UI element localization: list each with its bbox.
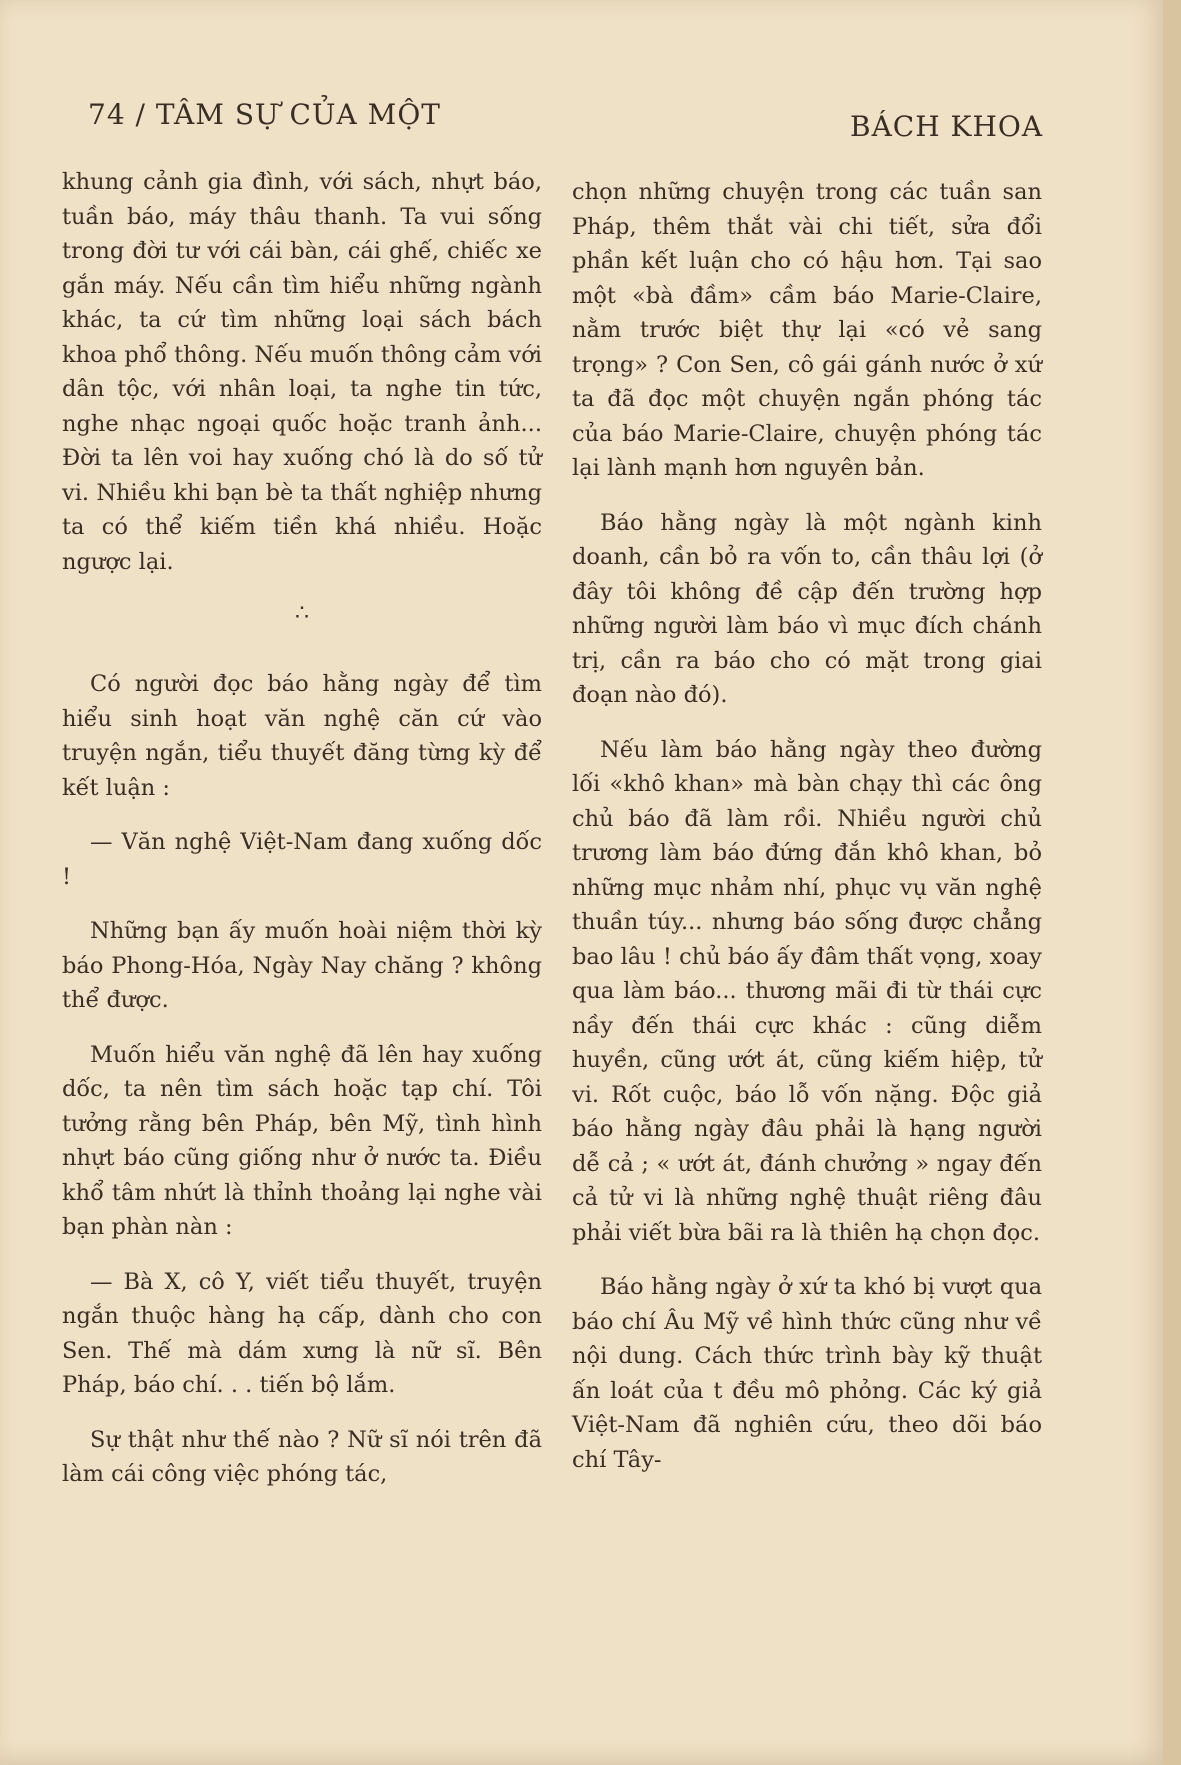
section-separator: ∴: [295, 601, 309, 626]
right-paragraph-3: Nếu làm báo hằng ngày theo đường lối «khô khan» mà bàn chạy thì các ông chủ báo đã làm rồi. Nhiều người chủ trương làm báo đứng đắn khô khan, bỏ những mục nhảm nhí, phục vụ văn nghệ thuần túy... nhưng báo sống được chẳng bao lâu ! chủ báo ấy đâm thất vọng, xoay qua làm báo... thương mãi đi từ thái cực nầy đến thái cực khác : cũng diễm huyền, cũng ướt át, cũng kiếm hiệp, tử vi. Rốt cuộc, báo lỗ vốn nặng. Độc giả báo hằng ngày đâu phải là hạng người dễ cả ; « ướt át, đánh chưởng » ngay đến cả tử vi là những nghệ thuật riêng đâu phải viết bừa bãi ra là thiên hạ chọn đọc.: [572, 736, 1042, 1246]
left-paragraph-7: Sự thật như thế nào ? Nữ sĩ nói trên đã làm cái công việc phóng tác,: [62, 1426, 542, 1487]
page-number: 74: [88, 98, 126, 131]
page-edge: [1163, 0, 1181, 1765]
right-paragraph-2: Báo hằng ngày là một ngành kinh doanh, cần bỏ ra vốn to, cần thâu lợi (ở đây tôi không đề cập đến trường hợp những người làm báo vì mục đích chánh trị, cần ra báo cho có mặt trong giai đoạn nào đó).: [572, 509, 1042, 708]
running-header-right: [850, 110, 1043, 143]
left-paragraph-1: khung cảnh gia đình, với sách, nhựt báo, tuần báo, máy thâu thanh. Ta vui sống trong đời tư với cái bàn, cái ghế, chiếc xe gắn máy. Nếu cần tìm hiểu những ngành khác, ta cứ tìm những loại sách bách khoa phổ thông. Nếu muốn thông cảm với dân tộc, với nhân loại, ta nghe tin tức, nghe nhạc ngoại quốc hoặc tranh ảnh... Đời ta lên voi hay xuống chó là do số tử vi. Nhiều khi bạn bè ta thất nghiệp nhưng ta có thể kiếm tiền khá nhiều. Hoặc ngược lại.: [62, 169, 542, 575]
running-header-left: [88, 98, 441, 131]
header-separator: /: [135, 98, 146, 131]
right-column: [572, 175, 1042, 1497]
left-paragraph-3: — Văn nghệ Việt-Nam đang xuống dốc !: [62, 829, 542, 890]
left-column: [62, 165, 542, 1512]
right-paragraph-1: chọn những chuyện trong các tuần san Pháp, thêm thắt vài chi tiết, sửa đổi phần kết luận cho có hậu hơn. Tại sao một «bà đầm» cầm báo Marie-Claire, nằm trước biệt thự lại «có vẻ sang trọng» ? Con Sen, cô gái gánh nước ở xứ ta đã đọc một chuyện ngắn phóng tác của báo Marie-Claire, chuyện phóng tác lại lành mạnh hơn nguyên bản.: [572, 179, 1042, 481]
right-paragraph-4: Báo hằng ngày ở xứ ta khó bị vượt qua báo chí Âu Mỹ về hình thức cũng như về nội dung. Cách thức trình bày kỹ thuật ấn loát của t đều mô phỏng. Các ký giả Việt-Nam đã nghiên cứu, theo dõi báo chí Tây-: [572, 1274, 1042, 1473]
left-paragraph-6: — Bà X, cô Y, viết tiểu thuyết, truyện ngắn thuộc hàng hạ cấp, dành cho con Sen. Thế mà dám xưng là nữ sĩ. Bên Pháp, báo chí. . . tiến bộ lắm.: [62, 1268, 542, 1398]
left-paragraph-4: Những bạn ấy muốn hoài niệm thời kỳ báo Phong-Hóa, Ngày Nay chăng ? không thể được.: [62, 918, 542, 1013]
magazine-name: BÁCH KHOA: [850, 110, 1044, 143]
left-paragraph-5: Muốn hiểu văn nghệ đã lên hay xuống dốc, ta nên tìm sách hoặc tạp chí. Tôi tưởng rằng bên Pháp, bên Mỹ, tình hình nhựt báo cũng giống như ở nước ta. Điều khổ tâm nhứt là thỉnh thoảng lại nghe vài bạn phàn nàn :: [62, 1041, 542, 1240]
running-title: TÂM SỰ CỦA MỘT: [155, 98, 441, 131]
left-paragraph-2: Có người đọc báo hằng ngày để tìm hiểu sinh hoạt văn nghệ căn cứ vào truyện ngắn, tiểu thuyết đăng từng kỳ để kết luận :: [62, 671, 542, 801]
